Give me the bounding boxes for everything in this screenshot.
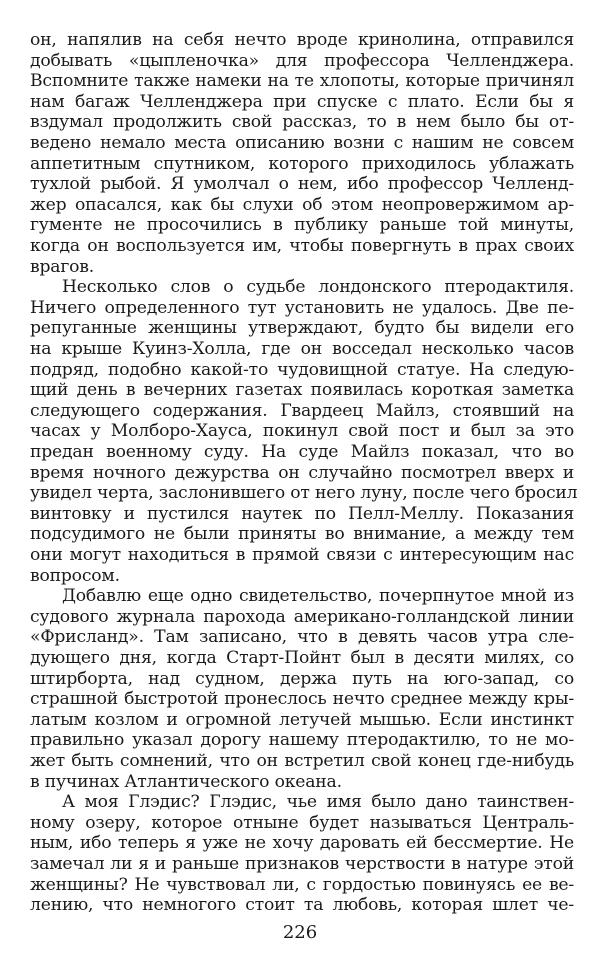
- text-line: когда он воспользуется им, чтобы повергнуть в прах своих: [30, 236, 574, 256]
- text-line: вопросом.: [30, 565, 120, 586]
- text-line: Ничего определенного тут установить не удалось. Две пе-: [30, 297, 574, 318]
- text-line: подряд, подобно какой-то чудовищной статуе. На следую-: [30, 359, 574, 380]
- text-line: часах у Молборо-Хауса, покинул свой пост и был за это: [30, 421, 574, 442]
- text-line: ведено немало места описанию возни с нашим не совсем: [30, 133, 574, 153]
- text-line: репуганные женщины утверждают, будто бы видели его: [30, 318, 574, 339]
- text-line: женщины? Не чувствовал ли, с гордостью повинуясь ее ве-: [30, 874, 574, 895]
- text-line: на крыше Куинз-Холла, где он восседал несколько часов: [30, 339, 574, 359]
- text-line: правильно указал дорогу нашему птеродактилю, то не мо-: [30, 730, 574, 751]
- text-line: страшной быстротой пронеслось нечто среднее между кры-: [30, 689, 574, 710]
- text-line: следующего содержания. Гвардеец Майлз, стоявший на: [30, 400, 574, 421]
- text-line: время ночного дежурства он случайно посмотрел вверх и: [30, 462, 574, 483]
- text-line: они могут находиться в прямой связи с интересующим нас: [30, 545, 574, 565]
- page-number: 226: [282, 921, 318, 943]
- text-line: щий день в вечерних газетах появилась короткая заметка: [30, 380, 574, 401]
- text-line: Вспомните также намеки на те хлопоты, которые причинял: [30, 71, 574, 92]
- text-line: дующего дня, когда Старт-Пойнт был в десяти милях, со: [30, 648, 574, 668]
- text-line: судового журнала парохода американо-голландской линии: [30, 606, 574, 627]
- text-line: штирборта, над судном, держа путь на юго-запад, со: [30, 668, 574, 689]
- text-line: латым козлом и огромной летучей мышью. Если инстинкт: [30, 709, 574, 730]
- text-line: гументе не просочились в публику раньше той минуты,: [30, 215, 574, 236]
- text-line: он, напялив на себя нечто вроде кринолина, отправился: [30, 30, 574, 50]
- text-line: тухлой рыбой. Я умолчал о нем, ибо профессор Челленд-: [30, 174, 574, 195]
- text-line: предан военному суду. На суде Майлз показал, что во: [30, 442, 574, 462]
- text-line: увидел черта, заслонившего от него луну, после чего бросил: [30, 483, 578, 504]
- text-line: «Фрисланд». Там записано, что в девять часов утра сле-: [30, 627, 574, 648]
- paragraph-start-line: Несколько слов о судьбе лондонского птеродактиля.: [62, 277, 574, 298]
- text-line: ному озеру, которое отныне будет называться Централь-: [30, 812, 574, 833]
- text-line: нам багаж Челленджера при спуске с плато. Если бы я: [30, 91, 574, 112]
- paragraph-start-line: А моя Глэдис? Глэдис, чье имя было дано таинствен-: [62, 792, 574, 813]
- text-line: вздумал продолжить свой рассказ, то в нем было бы от-: [30, 112, 574, 133]
- text-line: лению, что немногого стоит та любовь, которая шлет че-: [30, 895, 574, 916]
- text-line: замечал ли я и раньше признаков черствости в натуре этой: [30, 854, 574, 874]
- text-line: аппетитным спутником, которого приходилось ублажать: [30, 153, 574, 174]
- text-line: ным, ибо теперь я уже не хочу даровать ей бессмертие. Не: [30, 833, 574, 854]
- paragraph-start-line: Добавлю еще одно свидетельство, почерпнутое мной из: [62, 586, 574, 607]
- text-line: подсудимого не были приняты во внимание, а между тем: [30, 524, 574, 545]
- text-line: добывать «цыпленочка» для профессора Челленджера.: [30, 50, 574, 71]
- text-line: в пучинах Атлантического океана.: [30, 771, 342, 792]
- text-line: жер опасался, как бы слухи об этом неопровержимом ар-: [30, 194, 574, 215]
- text-line: жет быть сомнений, что он встретил свой конец где-нибудь: [30, 751, 574, 771]
- text-line: винтовку и пустился наутек по Пелл-Меллу. Показания: [30, 503, 574, 524]
- text-line: врагов.: [30, 256, 95, 277]
